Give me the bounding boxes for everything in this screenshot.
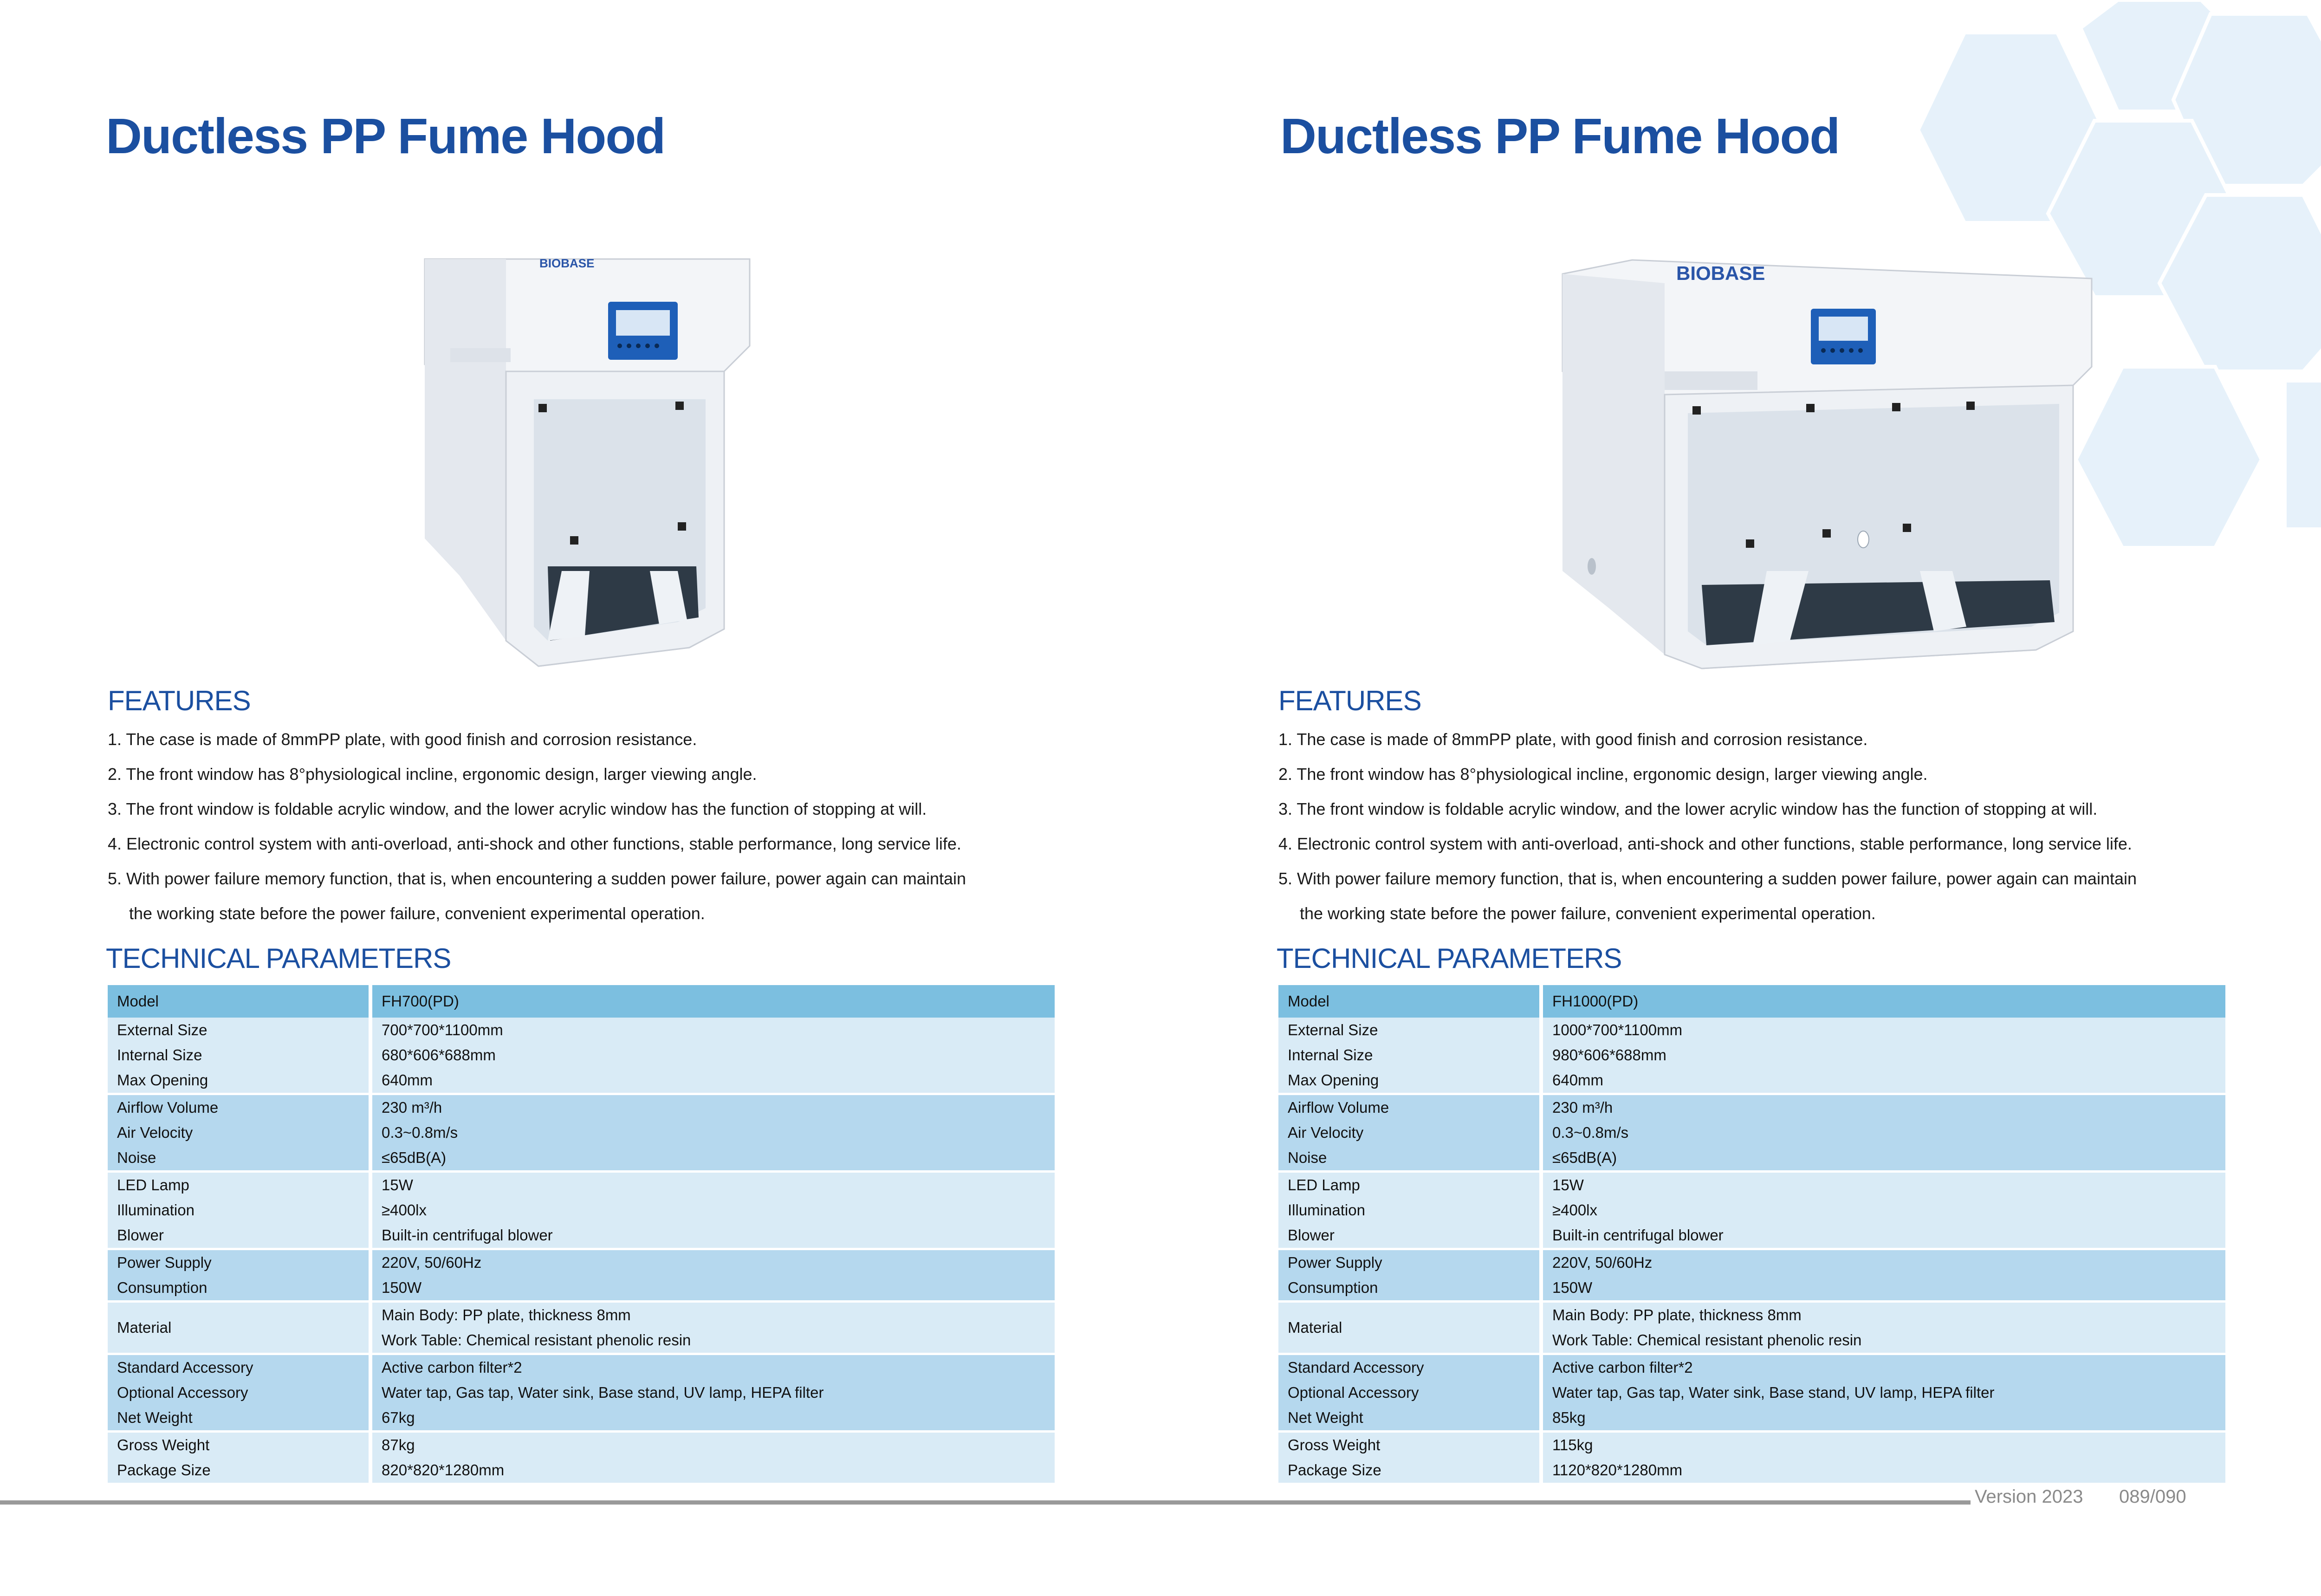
features-heading: FEATURES (108, 685, 251, 716)
param-value: Main Body: PP plate, thickness 8mm Work Table: Chemical resistant phenolic resin (1543, 1300, 2225, 1353)
param-value: FH700(PD) (372, 985, 1055, 1018)
table-row (108, 1248, 1055, 1275)
param-value: 0.3~0.8m/s (1543, 1120, 2225, 1145)
technical-parameters-table (1278, 985, 2225, 1483)
param-label: Standard Accessory (1278, 1353, 1543, 1380)
feature-item: 5. With power failure memory function, that is, when encountering a sudden power failure, power again can maintain (1278, 869, 2137, 888)
table-row (108, 1300, 1055, 1353)
table-row (108, 1145, 1055, 1170)
table-row (1278, 1018, 2225, 1043)
param-label: Airflow Volume (108, 1093, 372, 1120)
param-label: Illumination (1278, 1198, 1543, 1223)
param-label: Material (108, 1300, 372, 1353)
table-row (1278, 1170, 2225, 1198)
param-value: 150W (1543, 1275, 2225, 1300)
brand-logo: BIOBASE (1676, 262, 1765, 284)
feature-item-continuation: the working state before the power failure, convenient experimental operation. (129, 904, 705, 923)
features-heading: FEATURES (1278, 685, 1421, 716)
param-label: Air Velocity (108, 1120, 372, 1145)
param-label: Max Opening (1278, 1068, 1543, 1093)
param-label: Power Supply (1278, 1248, 1543, 1275)
page-title: Ductless PP Fume Hood (1280, 108, 1840, 164)
page-title: Ductless PP Fume Hood (106, 108, 665, 164)
param-value: 87kg (372, 1430, 1055, 1458)
param-value: Active carbon filter*2 (372, 1353, 1055, 1380)
param-value: 0.3~0.8m/s (372, 1120, 1055, 1145)
table-row (1278, 1093, 2225, 1120)
table-row (108, 1430, 1055, 1458)
param-value: 680*606*688mm (372, 1043, 1055, 1068)
table-row (108, 1380, 1055, 1405)
param-value: 1120*820*1280mm (1543, 1458, 2225, 1483)
table-row (108, 1198, 1055, 1223)
table-row (108, 1405, 1055, 1430)
feature-item: 1. The case is made of 8mmPP plate, with good finish and corrosion resistance. (108, 730, 697, 749)
feature-item: 5. With power failure memory function, that is, when encountering a sudden power failure, power again can maintain (108, 869, 966, 888)
param-label: Optional Accessory (108, 1380, 372, 1405)
param-value: Main Body: PP plate, thickness 8mm Work Table: Chemical resistant phenolic resin (372, 1300, 1055, 1353)
technical-parameters-heading: TECHNICAL PARAMETERS (1277, 943, 1622, 974)
table-row (1278, 1223, 2225, 1248)
param-label: Net Weight (108, 1405, 372, 1430)
param-value: 700*700*1100mm (372, 1018, 1055, 1043)
param-value: Water tap, Gas tap, Water sink, Base stand, UV lamp, HEPA filter (372, 1380, 1055, 1405)
param-value: 230 m³/h (1543, 1093, 2225, 1120)
table-row (1278, 1248, 2225, 1275)
param-value: 67kg (372, 1405, 1055, 1430)
param-label: Internal Size (1278, 1043, 1543, 1068)
param-value: 820*820*1280mm (372, 1458, 1055, 1483)
table-row (1278, 1458, 2225, 1483)
param-label: Illumination (108, 1198, 372, 1223)
feature-item: 4. Electronic control system with anti-overload, anti-shock and other functions, stable performance, long service life. (1278, 834, 2132, 853)
param-value: 640mm (372, 1068, 1055, 1093)
param-label: Package Size (1278, 1458, 1543, 1483)
table-row (108, 1043, 1055, 1068)
param-value: ≥400lx (1543, 1198, 2225, 1223)
param-label: Blower (1278, 1223, 1543, 1248)
param-label: Net Weight (1278, 1405, 1543, 1430)
param-label: Consumption (108, 1275, 372, 1300)
param-value: ≤65dB(A) (372, 1145, 1055, 1170)
right-page (1168, 0, 2321, 1596)
param-value: 150W (372, 1275, 1055, 1300)
param-label: Noise (1278, 1145, 1543, 1170)
table-row (1278, 1145, 2225, 1170)
fume-hood-fh1000-image (1549, 255, 2217, 673)
param-label: External Size (108, 1018, 372, 1043)
table-row (108, 1093, 1055, 1120)
param-label: Power Supply (108, 1248, 372, 1275)
table-row (108, 1353, 1055, 1380)
table-row (108, 1120, 1055, 1145)
param-value: 15W (1543, 1170, 2225, 1198)
table-row (108, 1068, 1055, 1093)
param-value: ≤65dB(A) (1543, 1145, 2225, 1170)
table-row (1278, 1300, 2225, 1353)
table-row (1278, 1068, 2225, 1093)
footer-page-numbers: 089/090 (2119, 1486, 2186, 1507)
table-row (1278, 1275, 2225, 1300)
param-label: Consumption (1278, 1275, 1543, 1300)
table-row (108, 1018, 1055, 1043)
param-label: External Size (1278, 1018, 1543, 1043)
table-row (108, 1275, 1055, 1300)
features-list (108, 722, 966, 931)
param-label: Optional Accessory (1278, 1380, 1543, 1405)
table-row (1278, 1405, 2225, 1430)
feature-item: 4. Electronic control system with anti-overload, anti-shock and other functions, stable performance, long service life. (108, 834, 961, 853)
param-label: LED Lamp (1278, 1170, 1543, 1198)
param-value: FH1000(PD) (1543, 985, 2225, 1018)
param-label: Noise (108, 1145, 372, 1170)
technical-parameters-table (108, 985, 1055, 1483)
feature-item: 3. The front window is foldable acrylic window, and the lower acrylic window has the function of stopping at will. (1278, 799, 2098, 818)
param-value: 115kg (1543, 1430, 2225, 1458)
param-value: 220V, 50/60Hz (1543, 1248, 2225, 1275)
param-label: Airflow Volume (1278, 1093, 1543, 1120)
footer-version: Version 2023 (1975, 1486, 2083, 1507)
feature-item: 1. The case is made of 8mmPP plate, with good finish and corrosion resistance. (1278, 730, 1868, 749)
param-label: Model (108, 985, 372, 1018)
table-row (108, 1223, 1055, 1248)
param-label: Package Size (108, 1458, 372, 1483)
param-value: 980*606*688mm (1543, 1043, 2225, 1068)
param-label: Material (1278, 1300, 1543, 1353)
param-label: Gross Weight (108, 1430, 372, 1458)
table-row (1278, 1380, 2225, 1405)
param-value: Built-in centrifugal blower (1543, 1223, 2225, 1248)
param-label: Model (1278, 985, 1543, 1018)
features-list (1278, 722, 2137, 931)
param-value: 220V, 50/60Hz (372, 1248, 1055, 1275)
table-row (1278, 1198, 2225, 1223)
footer-divider (0, 1500, 1971, 1505)
param-label: Gross Weight (1278, 1430, 1543, 1458)
param-value: 1000*700*1100mm (1543, 1018, 2225, 1043)
table-row (108, 985, 1055, 1018)
param-value: Built-in centrifugal blower (372, 1223, 1055, 1248)
technical-parameters-heading: TECHNICAL PARAMETERS (106, 943, 451, 974)
param-value: ≥400lx (372, 1198, 1055, 1223)
table-row (1278, 1353, 2225, 1380)
table-row (1278, 985, 2225, 1018)
fume-hood-fh700-image (408, 251, 761, 668)
table-row (1278, 1120, 2225, 1145)
feature-item: 3. The front window is foldable acrylic window, and the lower acrylic window has the function of stopping at will. (108, 799, 927, 818)
table-row (1278, 1430, 2225, 1458)
table-row (1278, 1043, 2225, 1068)
param-value: Water tap, Gas tap, Water sink, Base stand, UV lamp, HEPA filter (1543, 1380, 2225, 1405)
param-label: Max Opening (108, 1068, 372, 1093)
brand-logo: BIOBASE (539, 256, 595, 270)
feature-item-continuation: the working state before the power failure, convenient experimental operation. (1300, 904, 1876, 923)
param-value: 230 m³/h (372, 1093, 1055, 1120)
feature-item: 2. The front window has 8°physiological incline, ergonomic design, larger viewing angle. (1278, 765, 1928, 784)
param-label: Air Velocity (1278, 1120, 1543, 1145)
param-value: 85kg (1543, 1405, 2225, 1430)
param-label: Blower (108, 1223, 372, 1248)
param-value: Active carbon filter*2 (1543, 1353, 2225, 1380)
feature-item: 2. The front window has 8°physiological incline, ergonomic design, larger viewing angle. (108, 765, 757, 784)
table-row (108, 1458, 1055, 1483)
param-value: 640mm (1543, 1068, 2225, 1093)
param-label: Standard Accessory (108, 1353, 372, 1380)
param-label: Internal Size (108, 1043, 372, 1068)
table-row (108, 1170, 1055, 1198)
param-value: 15W (372, 1170, 1055, 1198)
param-label: LED Lamp (108, 1170, 372, 1198)
